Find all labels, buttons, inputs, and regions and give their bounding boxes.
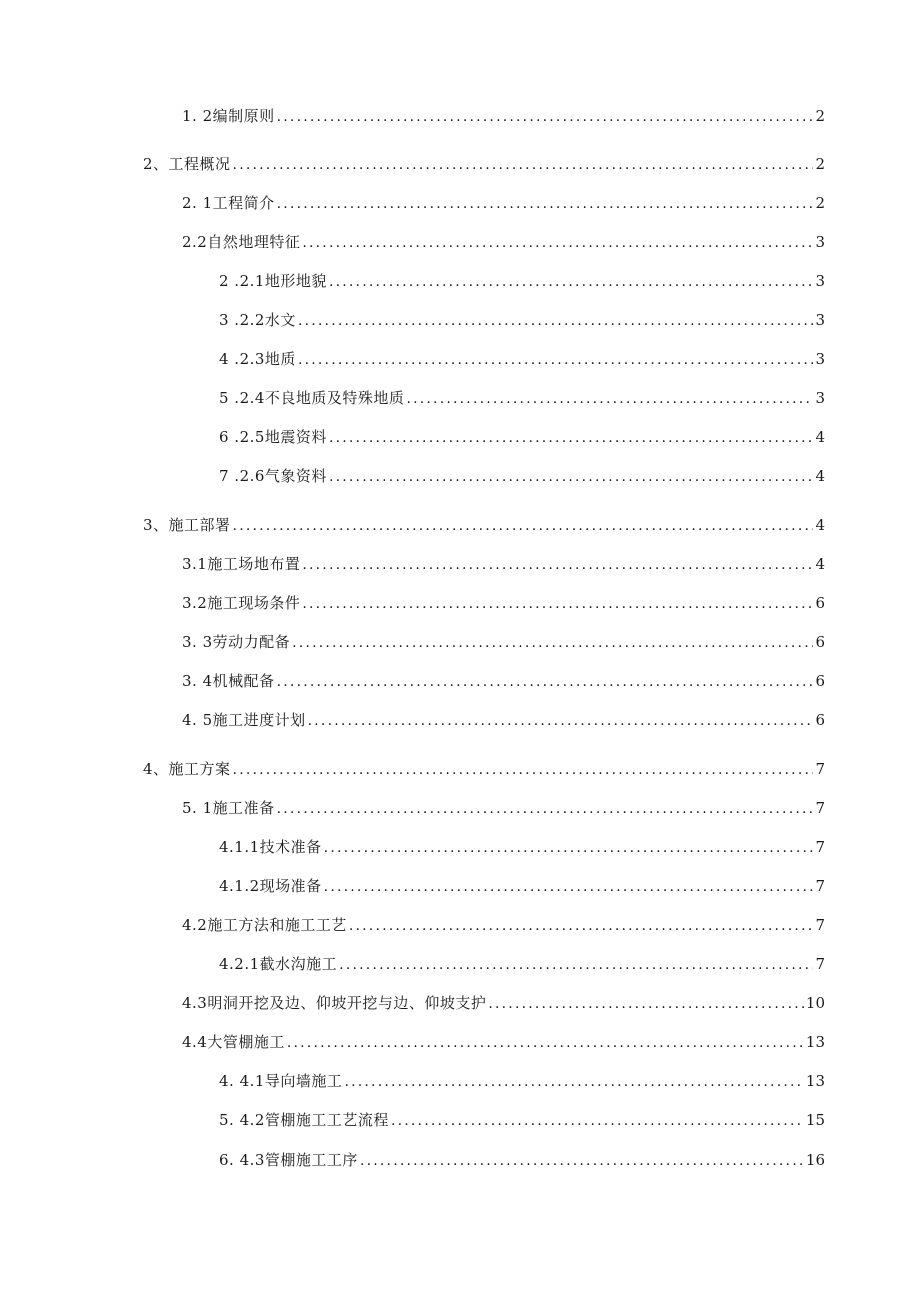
toc-page-number: 3: [815, 272, 825, 290]
toc-entry-label: 7 .2.6气象资料: [219, 467, 327, 485]
toc-entry[interactable]: [143, 152, 825, 176]
toc-page-number: 10: [805, 994, 825, 1012]
toc-entry-label: 3.2施工现场条件: [182, 594, 301, 612]
toc-leader-dots: [324, 875, 814, 899]
toc-entry-label: 4.2.1截水沟施工: [219, 955, 338, 973]
toc-entry[interactable]: [182, 1030, 825, 1054]
toc-page-number: 6: [815, 594, 825, 612]
toc-page-number: 3: [815, 311, 825, 329]
toc-page-number: 16: [805, 1151, 825, 1169]
toc-page-number: 6: [815, 633, 825, 651]
toc-entry[interactable]: [219, 386, 825, 410]
toc-leader-dots: [329, 426, 814, 450]
toc-page-number: 7: [815, 955, 825, 973]
toc-leader-dots: [349, 914, 814, 938]
toc-entry[interactable]: [182, 708, 825, 732]
toc-entry[interactable]: [182, 913, 825, 937]
toc-entry[interactable]: [219, 952, 825, 976]
toc-leader-dots: [302, 592, 813, 616]
toc-page-number: 2: [815, 155, 825, 173]
toc-leader-dots: [391, 1109, 804, 1133]
toc-entry[interactable]: [219, 1069, 825, 1093]
toc-leader-dots: [329, 465, 814, 489]
toc-page-number: 4: [815, 467, 825, 485]
toc-entry[interactable]: [219, 308, 825, 332]
toc-entry-label: 2.2自然地理特征: [182, 233, 301, 251]
toc-leader-dots: [360, 1149, 804, 1173]
toc-entry-label: 1. 2编制原则: [182, 107, 275, 125]
toc-entry-label: 4.1.1技术准备: [219, 838, 322, 856]
toc-entry-label: 4.2施工方法和施工工艺: [182, 916, 347, 934]
toc-entry-label: 4. 4.1导向墙施工: [219, 1072, 343, 1090]
toc-page-number: 7: [815, 799, 825, 817]
toc-page-number: 2: [815, 194, 825, 212]
toc-entry-label: 5. 1施工准备: [182, 799, 275, 817]
toc-entry[interactable]: [143, 757, 825, 781]
toc-entry-label: 2. 1工程简介: [182, 194, 275, 212]
toc-entry[interactable]: [182, 552, 825, 576]
toc-leader-dots: [298, 309, 814, 333]
toc-leader-dots: [233, 758, 814, 782]
toc-entry[interactable]: [219, 425, 825, 449]
toc-page-number: 7: [815, 838, 825, 856]
toc-leader-dots: [302, 231, 813, 255]
toc-entry-label: 4 .2.3地质: [219, 350, 296, 368]
toc-leader-dots: [329, 270, 814, 294]
toc-entry-label: 4.3明洞开挖及边、仰坡开挖与边、仰坡支护: [182, 994, 487, 1012]
toc-entry[interactable]: [182, 796, 825, 820]
toc-page-number: 7: [815, 760, 825, 778]
toc-page-number: 7: [815, 877, 825, 895]
toc-page-number: 6: [815, 711, 825, 729]
toc-page-number: 2: [815, 107, 825, 125]
toc-entry-label: 3. 4机械配备: [182, 672, 275, 690]
toc-page-number: 15: [805, 1111, 825, 1129]
toc-entry-label: 4.4大管棚施工: [182, 1033, 285, 1051]
toc-entry[interactable]: [219, 464, 825, 488]
toc-entry-label: 4、施工方案: [143, 760, 231, 778]
toc-entry-label: 6. 4.3管棚施工工序: [219, 1151, 358, 1169]
toc-page-number: 6: [815, 672, 825, 690]
toc-entry-label: 3. 3劳动力配备: [182, 633, 291, 651]
toc-entry[interactable]: [182, 191, 825, 215]
toc-page-number: 3: [815, 233, 825, 251]
toc-page-number: 4: [815, 428, 825, 446]
toc-leader-dots: [406, 387, 813, 411]
toc-leader-dots: [344, 1070, 803, 1094]
toc-entry-label: 3 .2.2水文: [219, 311, 296, 329]
toc-entry[interactable]: [182, 591, 825, 615]
toc-page-number: 4: [815, 516, 825, 534]
toc-entry[interactable]: [219, 874, 825, 898]
toc-entry-label: 3.1施工场地布置: [182, 555, 301, 573]
toc-entry[interactable]: [219, 835, 825, 859]
toc-entry[interactable]: [219, 1108, 825, 1132]
toc-leader-dots: [277, 797, 814, 821]
toc-leader-dots: [298, 348, 814, 372]
toc-leader-dots: [324, 836, 814, 860]
toc-entry-label: 2、工程概况: [143, 155, 231, 173]
toc-page-number: 13: [805, 1072, 825, 1090]
toc-leader-dots: [302, 553, 813, 577]
toc-entry[interactable]: [182, 230, 825, 254]
toc-entry[interactable]: [182, 104, 825, 128]
toc-leader-dots: [488, 992, 804, 1016]
toc-page-number: 4: [815, 555, 825, 573]
toc-leader-dots: [308, 709, 814, 733]
toc-entry[interactable]: [143, 513, 825, 537]
toc-entry[interactable]: [219, 1148, 825, 1172]
toc-leader-dots: [277, 670, 814, 694]
toc-leader-dots: [233, 153, 814, 177]
toc-entry-label: 2 .2.1地形地貌: [219, 272, 327, 290]
toc-entry-label: 4.1.2现场准备: [219, 877, 322, 895]
toc-entry[interactable]: [219, 347, 825, 371]
toc-page-number: 3: [815, 350, 825, 368]
toc-entry-label: 5 .2.4不良地质及特殊地质: [219, 389, 405, 407]
toc-leader-dots: [277, 105, 814, 129]
toc-page-number: 7: [815, 916, 825, 934]
toc-entry-label: 4. 5施工进度计划: [182, 711, 306, 729]
toc-entry[interactable]: [182, 630, 825, 654]
toc-entry[interactable]: [182, 669, 825, 693]
toc-entry[interactable]: [182, 991, 825, 1015]
toc-entry-label: 3、施工部署: [143, 516, 231, 534]
toc-leader-dots: [277, 192, 814, 216]
toc-leader-dots: [339, 953, 813, 977]
toc-page-number: 13: [805, 1033, 825, 1051]
toc-entry[interactable]: [219, 269, 825, 293]
toc-leader-dots: [292, 631, 813, 655]
toc-page-number: 3: [815, 389, 825, 407]
toc-entry-label: 6 .2.5地震资料: [219, 428, 327, 446]
toc-leader-dots: [287, 1031, 804, 1055]
toc-entry-label: 5. 4.2管棚施工工艺流程: [219, 1111, 389, 1129]
toc-leader-dots: [233, 514, 814, 538]
